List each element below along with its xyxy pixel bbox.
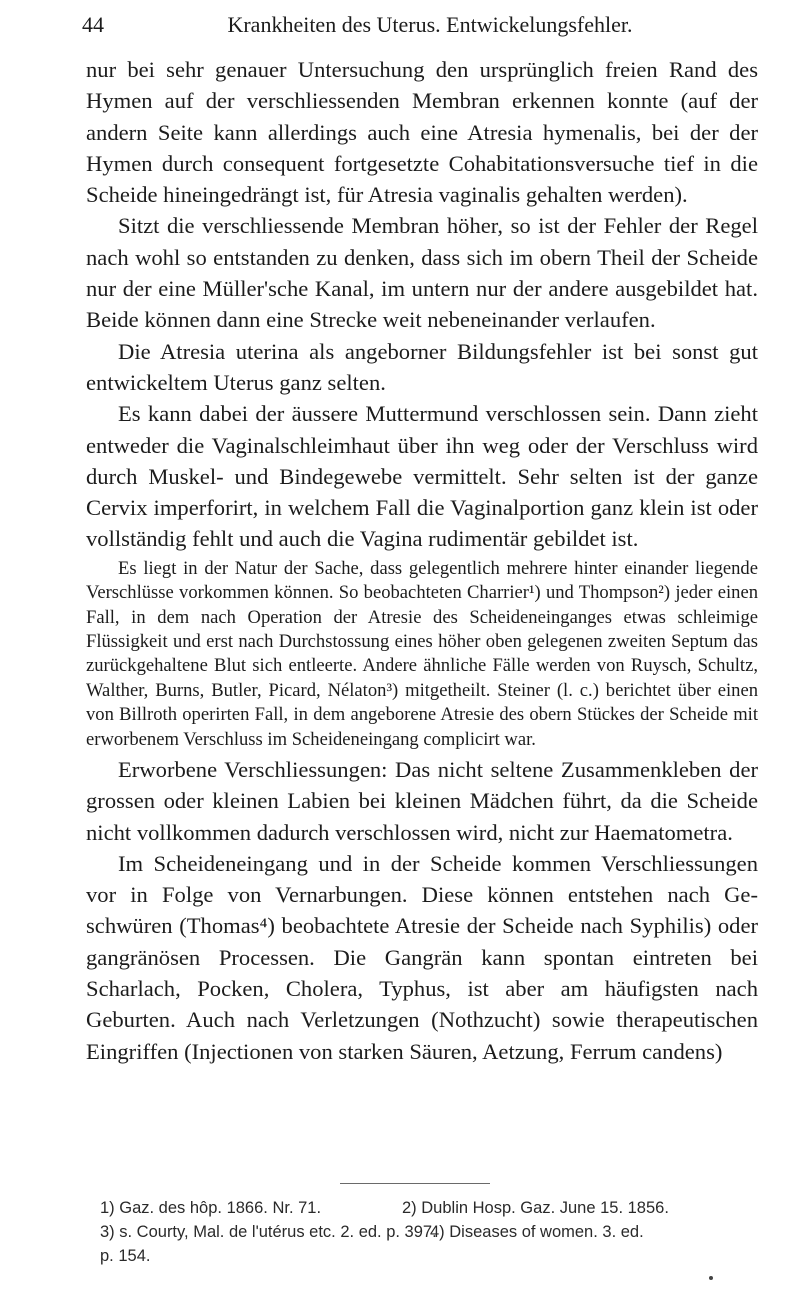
footnote-4-continuation: p. 154.: [100, 1247, 151, 1265]
footnote-row-1: [100, 1196, 760, 1220]
paragraph-scheideneingang: Im Scheideneingang und in der Scheide kommen Verschliessungen vor in Folge von Vernarbungen. Diese können entstehen nach Geschwüren (Thomas⁴) beobachtete Atresie der Scheide nach Syphilis) oder gangränösen Processen. Die Gangrän kann spontan eintreten bei Scharlach, Pocken, Cholera, Typhus, ist aber am häufigsten nach Geburten. Auch nach Verletzungen (Nothzucht) sowie therapeutischen Eingriffen (Injectionen von starken Säuren, Aetzung, Ferrum candens): [86, 850, 758, 1064]
body-text: [86, 54, 758, 1067]
footnote-1: 1) Gaz. des hôp. 1866. Nr. 71.: [100, 1199, 322, 1217]
footnote-4: 4) Diseases of women. 3. ed.: [430, 1223, 644, 1241]
page-header: [82, 10, 758, 40]
footnote-3: 3) s. Courty, Mal. de l'utérus etc. 2. ed. p. 397.: [100, 1223, 437, 1241]
paragraph-small-print: Es liegt in der Natur der Sache, dass gelegentlich mehrere hinter einander liegende Verschlüsse vorkommen können. So beobachteten Charrier¹) und Thompson²) jeder einen Fall, in dem nach Operation der Atresie des Scheideneinganges etwas schleimige Flüssigkeit und erst nach Durchstossung eines höher oben gelegenen zweiten Septum das zurückgehaltene Blut sich entleerte. Andere ähnliche Fälle werden von Ruysch, Schultz, Walther, Burns, Butler, Picard, Nélaton³) mitgetheilt. Steiner (l. c.) berichtet über einen von Billroth operirten Fall, in dem angeborene Atresie des obern Stückes der Scheide mit erworbenem Verschluss im Scheideneingang complicirt war.: [86, 557, 758, 750]
paragraph-membrane-higher: Sitzt die verschliessende Membran höher, so ist der Fehler der Regel nach wohl so entstanden zu denken, dass sich im obern Theil der Scheide nur der eine Müller'sche Kanal, im untern nur der andere ausgebildet hat. Beide können dann eine Strecke weit nebeneinander verlaufen.: [86, 213, 758, 333]
footnote-2: 2) Dublin Hosp. Gaz. June 15. 1856.: [402, 1199, 669, 1217]
footnotes: [100, 1196, 760, 1268]
footnote-row-3: [100, 1244, 760, 1268]
running-title: Krankheiten des Uterus. Entwickelungsfehler.: [227, 12, 633, 37]
print-speck: [709, 1276, 713, 1280]
paragraph-erworbene: Erworbene Verschliessungen: Das nicht seltene Zusammenkleben der grossen oder kleinen Labien bei kleinen Mädchen führt, da die Scheide nicht vollkommen dadurch verschlossen wird, nicht zur Haematometra.: [86, 757, 758, 845]
footnote-row-2: [100, 1220, 760, 1244]
paragraph-hymen-continuation: nur bei sehr genauer Untersuchung den ursprünglich freien Rand des Hymen auf der verschliessenden Membran erkennen konnte (auf der andern Seite kann allerdings auch eine Atresia hymenalis, bei der der Hymen durch consequent fortgesetzte Cohabitationsversuche tief in die Scheide hineingedrängt ist, für Atresia vaginalis gehalten werden).: [86, 57, 758, 208]
paragraph-atresia-uterina: Die Atresia uterina als angeborner Bildungsfehler ist bei sonst gut entwickeltem Uterus ganz selten.: [86, 338, 758, 395]
page-number: 44: [82, 12, 104, 37]
footnote-divider: [340, 1183, 490, 1184]
paragraph-muttermund: Es kann dabei der äussere Muttermund verschlossen sein. Dann zieht entweder die Vaginalschleimhaut über ihn weg oder der Verschluss wird durch Muskel- und Bindegewebe vermittelt. Sehr selten ist der ganze Cervix imperforirt, in welchem Fall die Vaginalportion ganz klein ist oder vollständig fehlt und auch die Vagina rudimentär gebildet ist.: [86, 401, 758, 552]
